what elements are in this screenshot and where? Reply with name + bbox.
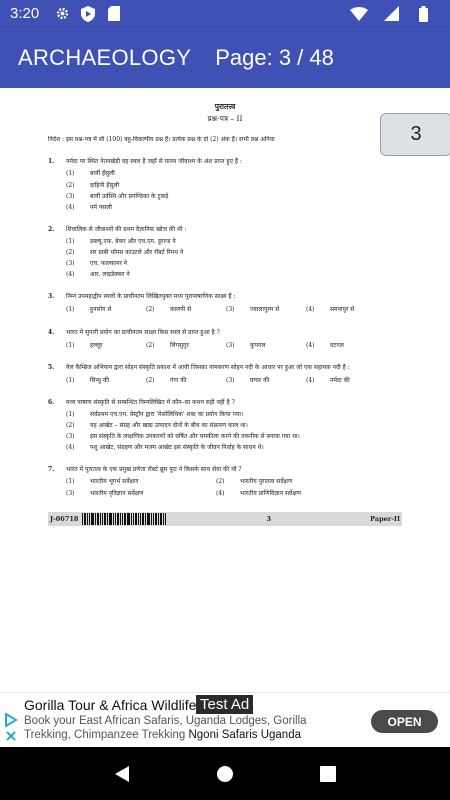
answer-option <box>66 170 402 178</box>
barcode-bar <box>113 513 114 525</box>
barcode-bar <box>158 513 159 525</box>
option-text: लिंगसुगुर <box>170 341 189 349</box>
footer-code: J-06718 <box>50 514 79 523</box>
option-number: (2) <box>66 249 75 257</box>
barcode-bar <box>104 513 106 525</box>
barcode-bar <box>87 513 88 525</box>
option-text: हुनसोग से <box>90 306 112 314</box>
option-number: (1) <box>66 306 75 314</box>
app-bar <box>0 27 450 88</box>
answer-option <box>66 193 402 201</box>
page-footer <box>48 512 402 526</box>
ad-banner[interactable] <box>0 692 450 747</box>
option-text: डब्ल्यू.एफ़. बेकर और एच.एम. डूरान्ड ने <box>90 237 176 245</box>
navigation-bar <box>0 747 450 800</box>
answer-option <box>66 182 402 190</box>
barcode-bar <box>163 513 164 525</box>
barcode-bar <box>155 513 157 525</box>
option-text: सर प्राबी थॉमस काउटले और रॉबर्ट रिमथ ने <box>90 249 184 257</box>
option-number: (3) <box>226 341 235 349</box>
option-number: (2) <box>146 341 155 349</box>
question-stem <box>48 158 402 166</box>
option-number: (3) <box>66 260 75 268</box>
home-icon[interactable] <box>214 763 236 785</box>
barcode-bar <box>122 513 123 525</box>
option-text: घग्घर की <box>250 376 270 384</box>
barcode-bar <box>145 513 146 525</box>
ad-title[interactable]: Gorilla Tour & Africa Wildlife <box>24 697 197 713</box>
barcode-bar <box>100 513 101 525</box>
answer-option <box>216 490 366 498</box>
question-number: 3. <box>48 293 55 301</box>
option-number: (1) <box>66 376 75 384</box>
test-ad-badge: Test Ad <box>196 695 253 714</box>
option-text: भारतीय नृविज्ञान सर्वेक्षण <box>90 489 144 497</box>
barcode-bar <box>133 513 134 525</box>
answer-option <box>216 478 366 486</box>
answer-option <box>146 342 226 350</box>
option-text: भारतीय प्राणिविज्ञान सर्वेक्षण <box>240 489 302 497</box>
ad-advertiser: Ngoni Safaris Uganda <box>188 729 301 741</box>
option-text: यह आखेट – संग्रह और खाद्य उत्पादन दोनों के बीच का संक्रमण काल था। <box>90 422 248 430</box>
option-number: (1) <box>66 341 75 349</box>
answer-option <box>146 377 226 385</box>
answer-option <box>66 342 146 350</box>
answer-option <box>66 260 402 268</box>
pdf-page <box>48 100 402 526</box>
answer-option <box>306 377 386 385</box>
option-list <box>66 170 402 211</box>
barcode-image <box>82 513 167 525</box>
answer-option <box>306 342 386 350</box>
barcode-bar <box>142 513 144 525</box>
option-row <box>66 306 402 314</box>
answer-option <box>66 249 402 257</box>
option-number: (3) <box>226 376 235 384</box>
barcode-bar <box>140 513 141 525</box>
question-list <box>48 158 402 497</box>
option-row <box>66 377 402 385</box>
status-bar <box>0 0 450 27</box>
option-number: (4) <box>66 444 75 452</box>
question-item <box>48 466 402 497</box>
option-text: पशु आखेट, संग्रहण और मत्स्य आखेट इस संस्कृति के जीवन निर्वाह के साधन थे। <box>90 444 264 452</box>
question-text: निम्न उपमहाद्वीप स्थलों के प्राचीनतम लिखितयुक्त मध्य पुरापाषाणिक साक्ष्य हैं : <box>66 293 236 301</box>
answer-option <box>226 377 306 385</box>
answer-option <box>66 271 402 279</box>
question-number: 1. <box>48 158 55 166</box>
option-number: (4) <box>306 341 315 349</box>
sd-card-icon <box>105 5 123 23</box>
back-icon[interactable] <box>111 763 133 785</box>
answer-option <box>226 306 306 314</box>
question-item <box>48 293 402 314</box>
option-number: (4) <box>306 376 315 384</box>
question-stem <box>48 226 402 234</box>
option-number: (2) <box>146 306 155 314</box>
question-stem <box>48 364 402 372</box>
option-text: नर्म पसली <box>90 203 112 211</box>
option-number: (2) <box>66 422 75 430</box>
barcode-bar <box>160 513 162 525</box>
option-row <box>66 342 402 350</box>
option-number: (1) <box>66 478 75 486</box>
signal-icon <box>382 5 400 23</box>
question-number: 4. <box>48 328 55 336</box>
doc-instruction: निर्देश : इस प्रश्न-पत्र में सौ (100) बहु-विकल्पीय प्रश्न हैं। प्रत्येक प्रश्न के दो (2) अंक हैं। सभी प्रश्न अनिवा <box>48 136 275 143</box>
option-number: (4) <box>66 203 75 211</box>
option-number: (2) <box>216 478 225 486</box>
question-item <box>48 364 402 385</box>
option-number: (4) <box>216 489 225 497</box>
answer-option <box>226 342 306 350</box>
question-text: भारत में सुपारी प्रयोग का प्राचीनतम साक्ष्य किस स्थल से प्राप्त हुआ है ? <box>66 328 220 336</box>
barcode-bar <box>109 513 112 525</box>
recents-icon[interactable] <box>317 763 339 785</box>
answer-option <box>66 377 146 385</box>
shield-icon <box>79 5 97 23</box>
question-text: येल कैम्ब्रिज अभियान द्वारा सोहन संस्कृति प्रकाश में आयी जिसका नामकरण सोहन नदी के आधार पर हुआ जो एक सहायक नदी है : <box>66 363 350 371</box>
question-text: मध्य पाषाण संस्कृति से सम्बन्धित निम्नलिखित में कौन–सा कथन सही नहीं है ? <box>66 398 235 406</box>
barcode-bar <box>91 513 94 525</box>
option-text: सिन्धु की <box>90 376 110 384</box>
answer-option <box>306 306 386 314</box>
answer-option <box>66 478 216 486</box>
barcode-bar <box>89 513 90 525</box>
footer-page-number: 3 <box>266 514 272 523</box>
barcode-bar <box>151 513 152 525</box>
option-text: कालपी से <box>170 306 192 314</box>
barcode-bar <box>127 513 130 525</box>
option-text: नर्मदा की <box>330 376 350 384</box>
option-number: (2) <box>66 181 75 189</box>
option-number: (3) <box>66 433 75 441</box>
option-text: एच. फाल्कानर ने <box>90 260 128 268</box>
barcode-bar <box>107 513 108 525</box>
question-item <box>48 226 402 279</box>
barcode-bar <box>84 513 86 525</box>
barcode-bar <box>120 513 121 525</box>
wifi-icon <box>350 5 368 23</box>
doc-subheading: प्रश्न-पत्र – II <box>207 114 243 123</box>
option-list <box>66 238 402 279</box>
option-text: कुपगल <box>250 341 266 349</box>
answer-option <box>66 490 216 498</box>
answer-option <box>146 306 226 314</box>
doc-heading: पुरातत्त्व <box>214 102 236 111</box>
barcode-bar <box>153 513 154 525</box>
option-text: बायीं उर्वस्थि और प्रगण्डिका के टुकड़े <box>90 192 169 200</box>
question-number: 2. <box>48 225 55 233</box>
option-text: गंगा की <box>170 376 187 384</box>
option-number: (1) <box>66 170 75 178</box>
page-counter: Page: 3 / 48 <box>215 44 334 70</box>
option-text: समनापुर से <box>330 306 355 314</box>
option-number: (3) <box>226 306 235 314</box>
status-time: 3:20 <box>10 5 40 22</box>
settings-icon <box>53 5 71 23</box>
document-viewer[interactable] <box>0 88 450 692</box>
question-item <box>48 399 402 452</box>
barcode-bar <box>147 513 150 525</box>
battery-icon <box>414 5 432 23</box>
barcode-bar <box>82 513 83 525</box>
answer-option <box>66 306 146 314</box>
barcode-bar <box>165 513 166 525</box>
ad-description[interactable] <box>24 714 344 742</box>
option-number: (3) <box>66 489 75 497</box>
question-number: 7. <box>48 466 55 474</box>
question-number: 5. <box>48 363 55 371</box>
option-text: इस संस्कृति के लाक्षणिक उपकरणों को घर्षित और चमकीला करने की तकनीक से बनाया गया था। <box>90 433 300 441</box>
option-text: बायीं हँसुली <box>90 170 115 178</box>
barcode-bar <box>115 513 116 525</box>
footer-paper: Paper-II <box>370 514 400 523</box>
option-grid <box>66 478 402 497</box>
option-text: भारतीय भूगर्भ सर्वेक्षण <box>90 478 139 486</box>
barcode-bar <box>95 513 96 525</box>
answer-option <box>66 204 402 212</box>
option-list <box>66 411 402 452</box>
barcode-bar <box>102 513 103 525</box>
option-number: (3) <box>66 192 75 200</box>
barcode-bar <box>138 513 139 525</box>
option-text: भारतीय पुरातत्व सर्वेक्षण <box>240 478 293 486</box>
question-text: नर्मदा पर स्थित नेतनखेड़ी वह स्थल है जहाँ से मानव जीवाश्म के अंश प्राप्त हुए हैं : <box>66 158 242 166</box>
answer-option <box>66 444 402 452</box>
answer-option <box>66 238 402 246</box>
question-number: 6. <box>48 398 55 406</box>
option-text: सर्वप्रथम एच.एम. वेस्ट्रॉप द्वारा 'मेसोलिथिक' शब्द का प्रयोग किया गया। <box>90 410 244 418</box>
option-text: ज्वालापुरम से <box>250 306 280 314</box>
ad-body-text: Book your East African Safaris, Uganda Lodges, Gorilla Trekking, Chimpanzee Trekking <box>24 715 307 741</box>
barcode-bar <box>97 513 99 525</box>
answer-option <box>66 433 402 441</box>
option-number: (1) <box>66 237 75 245</box>
barcode-bar <box>117 513 119 525</box>
answer-option <box>66 422 402 430</box>
option-number: (1) <box>66 410 75 418</box>
question-stem <box>48 399 402 407</box>
page-number-indicator: 3 <box>380 113 450 156</box>
app-title: ARCHAEOLOGY <box>18 44 192 70</box>
question-text: शिवालिक से जीवाश्मों की प्रथम वैज्ञानिक खोज की थी : <box>66 225 187 233</box>
answer-option <box>66 411 402 419</box>
question-stem <box>48 293 402 301</box>
question-item <box>48 158 402 211</box>
question-item <box>48 329 402 350</box>
barcode-bar <box>131 513 132 525</box>
option-text: दाहिनी हँसुली <box>90 181 120 189</box>
option-text: आर. लाइडेक्कर ने <box>90 271 130 279</box>
ad-open-button[interactable]: OPEN <box>371 710 438 733</box>
adchoices-icon[interactable] <box>4 713 18 743</box>
question-text: भारत में पुरातत्व के एक प्रमुख प्रणेता रॉबर्ट ब्रूस फुट ने किसके साथ सेवा की थी ? <box>66 466 242 474</box>
option-text: हल्लूर <box>90 341 103 349</box>
barcode-bar <box>124 513 126 525</box>
option-text: वटगल <box>330 341 344 349</box>
option-number: (4) <box>66 271 75 279</box>
question-stem <box>48 466 402 474</box>
option-number: (2) <box>146 376 155 384</box>
barcode-bar <box>135 513 137 525</box>
option-number: (4) <box>306 306 315 314</box>
question-stem <box>48 329 402 337</box>
